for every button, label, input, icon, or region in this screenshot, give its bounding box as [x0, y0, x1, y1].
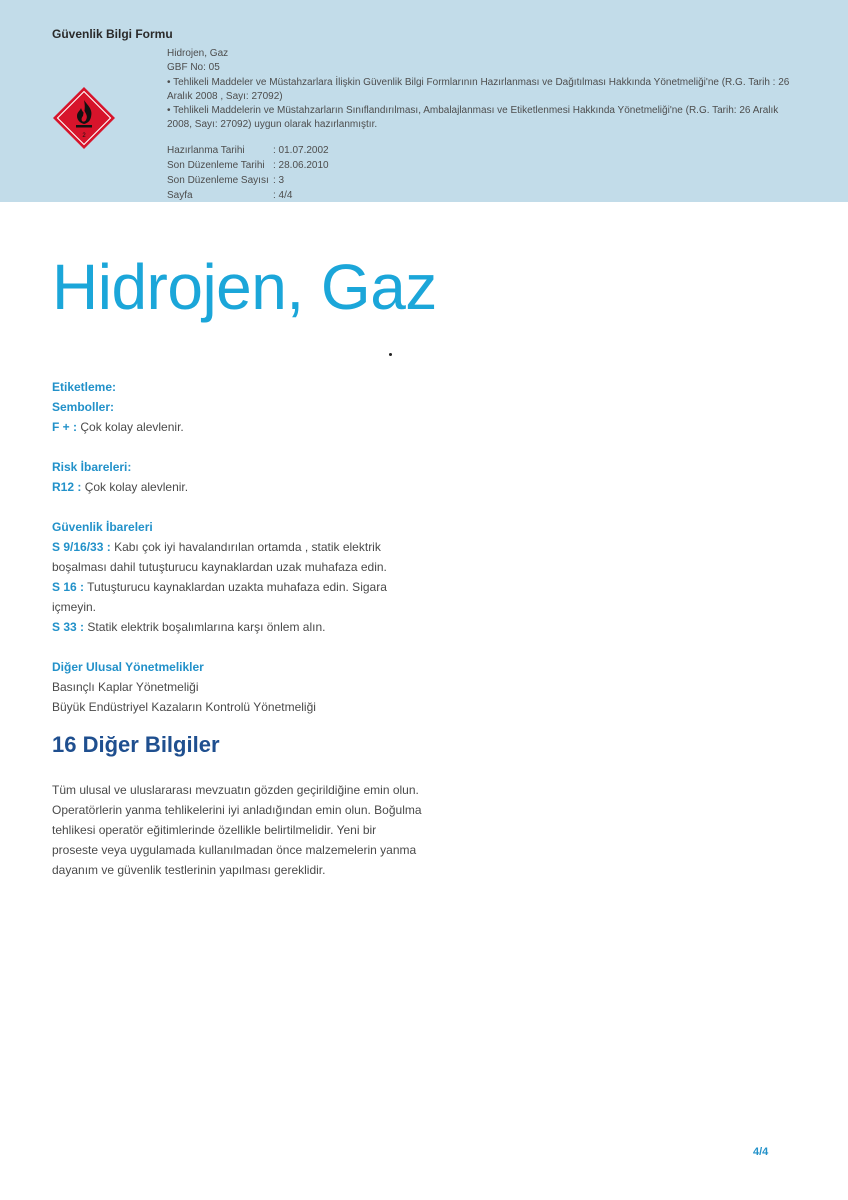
flammable-gas-diamond-icon [52, 86, 116, 150]
section-16-body: Tüm ulusal ve uluslararası mevzuatın gözden geçirildiğine emin olun. Operatörlerin yanma tehlikelerini iyi anladığından emin olun. Boğulma tehlikesi operatör eğitimlerinde özellikle belirtilmelidir. Yeni bir proseste veya uygulamada kullanılmadan önce malzemelerin yanma dayanım ve güvenlik testlerinin yapılması gereklidir. [52, 783, 422, 877]
safety-text: Tutuşturucu kaynaklardan uzakta muhafaza edin. Sigara içmeyin. [52, 580, 387, 614]
meta-key: Sayfa [167, 189, 193, 201]
safety-code: S 16 : [52, 580, 85, 594]
safety-item [52, 537, 432, 577]
safety-code: S 33 : [52, 620, 85, 634]
revision-table [167, 143, 792, 203]
safety-heading: Güvenlik İbareleri [52, 520, 153, 534]
meta-value: : 01.07.2002 [273, 144, 329, 156]
meta-row [167, 173, 792, 188]
labeling-content [52, 377, 432, 717]
national-reg-item: Büyük Endüstriyel Kazaların Kontrolü Yönetmeliği [52, 700, 316, 714]
safety-item [52, 577, 432, 617]
page-number: 4/4 [753, 1146, 769, 1158]
section-16-heading: 16 Diğer Bilgiler [52, 732, 220, 757]
header-metadata [167, 47, 792, 203]
safety-text: Kabı çok iyi havalandırılan ortamda , statik elektrik boşalması dahil tutuşturucu kaynaklardan uzak muhafaza edin. [52, 540, 387, 574]
meta-value: : 3 [273, 174, 285, 186]
risk-text: Çok kolay alevlenir. [84, 480, 189, 494]
symbol-code: F + : [52, 420, 78, 434]
product-line: Hidrojen, Gaz [167, 48, 229, 59]
page-title: Hidrojen, Gaz [52, 251, 437, 323]
meta-row [167, 188, 792, 203]
meta-key: Son Düzenleme Tarihi [167, 159, 265, 171]
symbol-text: Çok kolay alevlenir. [80, 420, 184, 434]
meta-key: Son Düzenleme Sayısı [167, 174, 269, 186]
gbf-number: GBF No: 05 [167, 62, 220, 74]
meta-value: : 28.06.2010 [273, 159, 329, 171]
meta-key: Hazırlanma Tarihi [167, 144, 245, 156]
labeling-heading: Etiketleme: [52, 380, 117, 394]
risk-heading: Risk İbareleri: [52, 460, 132, 474]
safety-item [52, 617, 432, 637]
regulation-1: • Tehlikeli Maddeler ve Müstahzarlara İlişkin Güvenlik Bilgi Formlarının Hazırlanması ve Dağıtılması Hakkında Yönetmeliği'ne (R.G. Tarih : 26 Aralık 2008 , Sayı: 27092) [167, 76, 790, 102]
safety-text: Statik elektrik boşalımlarına karşı önlem alın. [87, 620, 326, 634]
regulation-2: • Tehlikeli Maddelerin ve Müstahzarların Sınıflandırılması, Ambalajlanması ve Etiketlenmesi Hakkında Yönetmeliği'ne (R.G. Tarih: 26 Aralık 2008, Sayı: 27092) uygun olarak hazırlanmıştır. [167, 105, 779, 131]
meta-value: : 4/4 [273, 189, 293, 201]
svg-text:2: 2 [82, 133, 86, 139]
form-title: Güvenlik Bilgi Formu [52, 27, 173, 41]
dot-mark [389, 353, 392, 356]
meta-row [167, 143, 792, 158]
symbols-heading: Semboller: [52, 400, 115, 414]
meta-row [167, 158, 792, 173]
safety-code: S 9/16/33 : [52, 540, 111, 554]
risk-code: R12 : [52, 480, 82, 494]
symbol-line [52, 417, 432, 437]
national-reg-item: Basınçlı Kaplar Yönetmeliği [52, 680, 199, 694]
national-regs-heading: Diğer Ulusal Yönetmelikler [52, 660, 204, 674]
risk-line [52, 477, 432, 497]
